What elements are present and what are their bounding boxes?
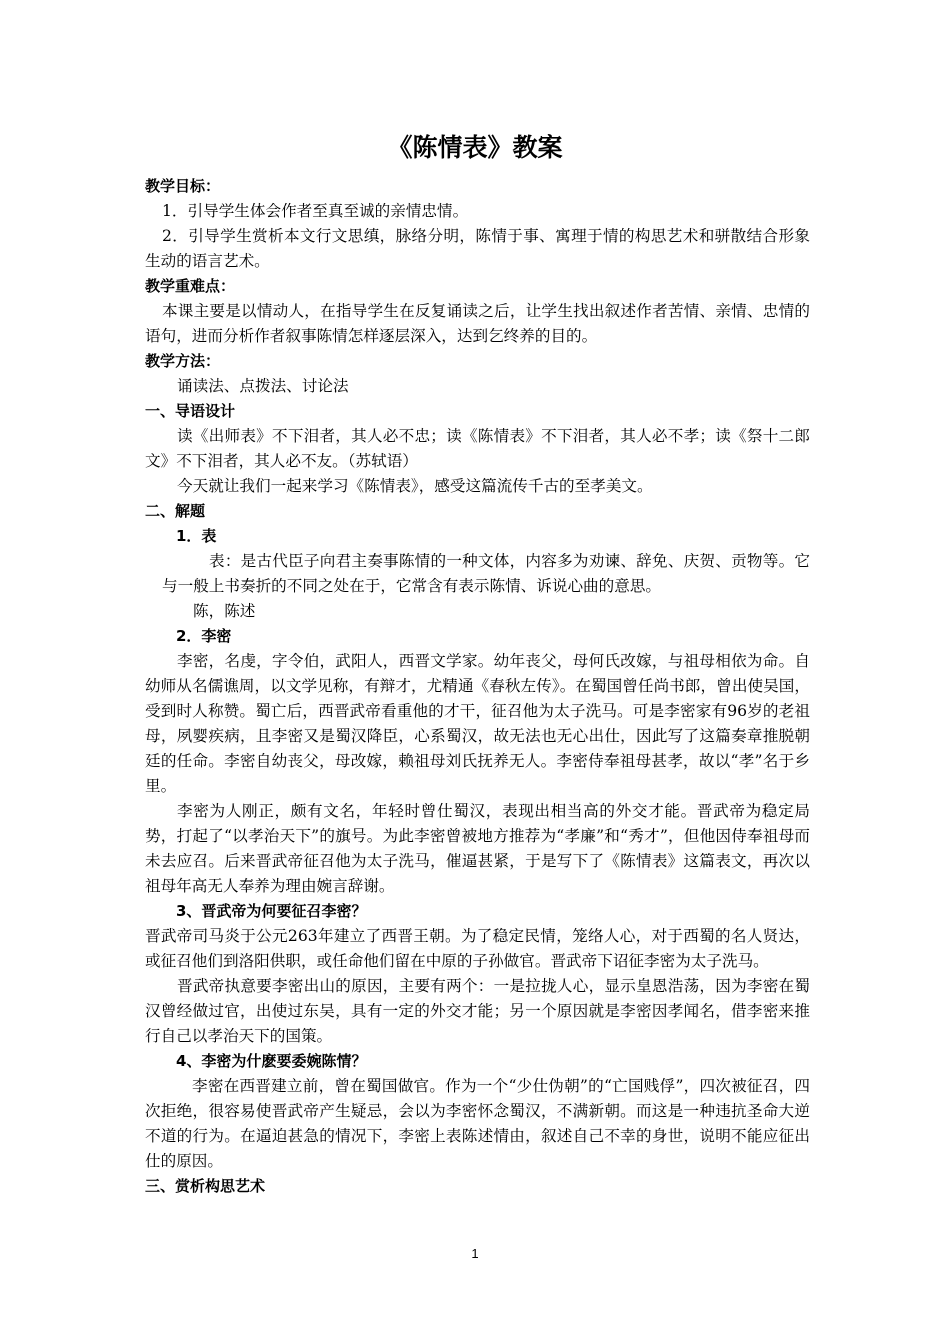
li-mi-paragraph-1: 李密，名虔，字令伯，武阳人，西晋文学家。幼年丧父，母何氏改嫁，与祖母相依为命。自幼师从名儒谯周，以文学见称，有辩才，尤精通《春秋左传》。在蜀国曾任尚书郎，曾出使吴国，受到时人称赞。蜀亡后，西晋武帝看重他的才干，征召他为太子洗马。可是李密家有96岁的老祖母，夙婴疾病，且李密又是蜀汉降臣，心系蜀汉，故无法也无心出仕，因此写了这篇奏章推脱朝廷的任命。李密自幼丧父，母改嫁，赖祖母刘氏抚养无人。李密侍奉祖母甚孝，故以“孝”名于乡里。 <box>145 652 810 795</box>
intro-heading: 一、导语设计 <box>145 402 236 420</box>
explain-sub4-heading: 4、李密为什麽要委婉陈情？ <box>176 1052 367 1070</box>
biao-definition: 表：是古代臣子向君主奏事陈情的一种文体，内容多为劝谏、辞免、庆贺、贡物等。它与一般上书奏折的不同之处在于，它常含有表示陈情、诉说心曲的意思。 <box>162 552 810 595</box>
summons-paragraph-1: 晋武帝司马炎于公元263年建立了西晋王朝。为了稳定民情，笼络人心，对于西蜀的名人贤达，或征召他们到洛阳供职，或任命他们留在中原的子孙做官。晋武帝下诏征李密为太子洗马。 <box>145 927 810 970</box>
keypoints-text: 本课主要是以情动人，在指导学生在反复诵读之后，让学生找出叙述作者苦情、亲情、忠情的语句，进而分析作者叙事陈情怎样逐层深入，达到乞终养的目的。 <box>145 302 810 345</box>
document-body <box>145 174 810 1199</box>
chen-definition: 陈，陈述 <box>193 602 256 620</box>
page-number: 1 <box>471 1246 479 1261</box>
summons-paragraph-2: 晋武帝执意要李密出山的原因，主要有两个：一是拉拢人心，显示皇恩浩荡，因为李密在蜀汉曾经做过官，出使过东吴，具有一定的外交才能；另一个原因就是李密因孝闻名，借李密来推行自己以孝治天下的国策。 <box>145 977 810 1045</box>
art-heading: 三、赏析构思艺术 <box>145 1177 266 1195</box>
intro-paragraph-1: 读《出师表》不下泪者，其人必不忠；读《陈情表》不下泪者，其人必不孝；读《祭十二郎文》不下泪者，其人必不友。（苏轼语） <box>145 427 810 470</box>
keypoints-heading: 教学重难点： <box>145 277 236 295</box>
biao-definition-block <box>145 549 810 599</box>
explain-sub3-heading: 3、晋武帝为何要征召李密？ <box>176 902 367 920</box>
explain-heading: 二、解题 <box>145 502 206 520</box>
methods-heading: 教学方法： <box>145 352 221 370</box>
objective-item-1: 1．引导学生体会作者至真至诚的亲情忠情。 <box>162 202 469 220</box>
intro-paragraph-2: 今天就让我们一起来学习《陈情表》，感受这篇流传千古的至孝美文。 <box>177 477 653 495</box>
explain-sub1-heading: 1．表 <box>176 527 217 545</box>
explain-sub2-heading: 2．李密 <box>176 627 232 645</box>
objectives-heading: 教学目标： <box>145 177 221 195</box>
objective-item-2: 2．引导学生赏析本文行文思缜，脉络分明，陈情于事、寓理于情的构思艺术和骈散结合形象生动的语言艺术。 <box>145 227 810 270</box>
methods-text: 诵读法、点拨法、讨论法 <box>177 377 349 395</box>
tactful-paragraph: 李密在西晋建立前，曾在蜀国做官。作为一个“少仕伪朝”的“亡国贱俘”，四次被征召，四次拒绝，很容易使晋武帝产生疑忌，会以为李密怀念蜀汉，不满新朝。而这是一种违抗圣命大逆不道的行为。在逼迫甚急的情况下，李密上表陈述情由，叙述自己不幸的身世，说明不能应征出仕的原因。 <box>145 1077 810 1170</box>
li-mi-paragraph-2: 李密为人刚正，颇有文名，年轻时曾仕蜀汉，表现出相当高的外交才能。晋武帝为稳定局势，打起了“以孝治天下”的旗号。为此李密曾被地方推荐为“孝廉”和“秀才”，但他因侍奉祖母而未去应召。后来晋武帝征召他为太子洗马，催逼甚紧，于是写下了《陈情表》这篇表文，再次以祖母年高无人奉养为理由婉言辞谢。 <box>145 802 810 895</box>
document-title: 《陈情表》教案 <box>387 133 563 162</box>
